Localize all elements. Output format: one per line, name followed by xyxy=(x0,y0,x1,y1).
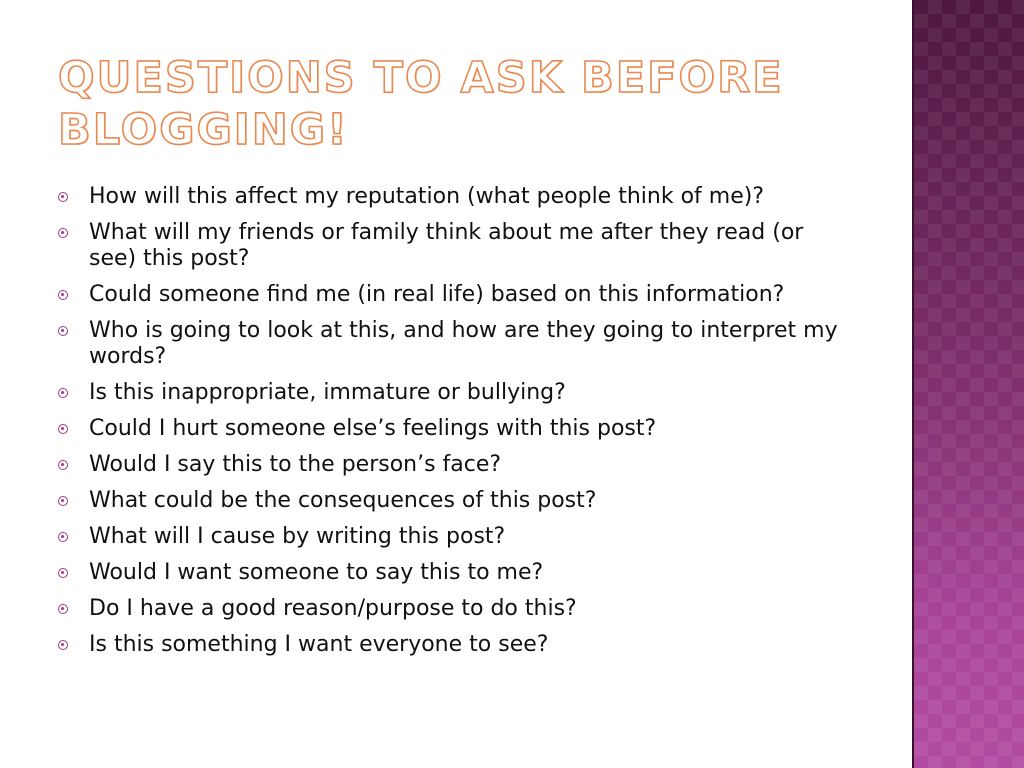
bullet-text: Is this something I want everyone to see? xyxy=(89,632,549,657)
bullet-text: Is this inappropriate, immature or bullying? xyxy=(89,380,566,405)
list-item xyxy=(58,596,848,622)
bullet-text: What could be the consequences of this post? xyxy=(89,488,597,513)
circle-bullet-icon xyxy=(58,532,68,542)
bullet-text: Do I have a good reason/purpose to do this? xyxy=(89,596,577,621)
circle-bullet-icon xyxy=(58,460,68,470)
bullet-text: Could someone find me (in real life) based on this information? xyxy=(89,282,785,307)
list-item xyxy=(58,318,848,370)
list-item xyxy=(58,488,848,514)
list-item xyxy=(58,220,848,272)
slide-title: QUESTIONS TO ASK BEFORE BLOGGING! xyxy=(58,53,784,155)
diamond-pattern xyxy=(914,0,1024,768)
list-item xyxy=(58,524,848,550)
list-item xyxy=(58,282,848,308)
list-item xyxy=(58,560,848,586)
bullet-text: Would I want someone to say this to me? xyxy=(89,560,544,585)
bullet-text: Could I hurt someone else’s feelings with this post? xyxy=(89,416,657,441)
list-item xyxy=(58,632,848,658)
bullet-text: Who is going to look at this, and how are they going to interpret my words? xyxy=(89,318,838,369)
list-item xyxy=(58,184,848,210)
list-item xyxy=(58,380,848,406)
bullet-list xyxy=(58,184,848,668)
circle-bullet-icon xyxy=(58,192,68,202)
circle-bullet-icon xyxy=(58,290,68,300)
bullet-text: What will I cause by writing this post? xyxy=(89,524,506,549)
circle-bullet-icon xyxy=(58,424,68,434)
list-item xyxy=(58,416,848,442)
list-item xyxy=(58,452,848,478)
circle-bullet-icon xyxy=(58,496,68,506)
circle-bullet-icon xyxy=(58,326,68,336)
circle-bullet-icon xyxy=(58,388,68,398)
bullet-text: How will this affect my reputation (what people think of me)? xyxy=(89,184,764,209)
bullet-text: What will my friends or family think about me after they read (or see) this post? xyxy=(89,220,804,271)
circle-bullet-icon xyxy=(58,640,68,650)
circle-bullet-icon xyxy=(58,228,68,238)
decorative-side-band xyxy=(912,0,1024,768)
circle-bullet-icon xyxy=(58,568,68,578)
circle-bullet-icon xyxy=(58,604,68,614)
bullet-text: Would I say this to the person’s face? xyxy=(89,452,502,477)
